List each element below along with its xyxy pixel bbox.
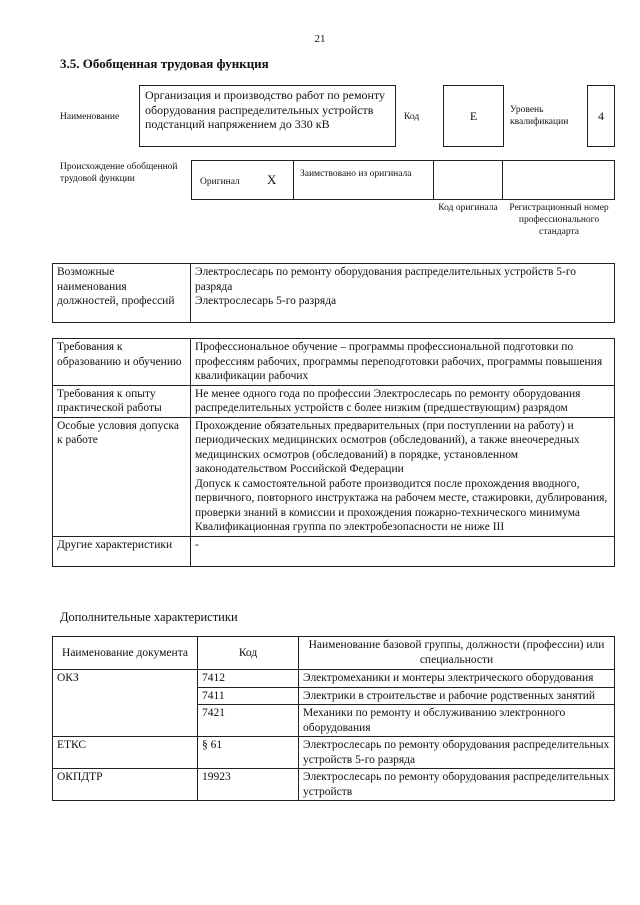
reg-number-caption: Регистрационный номер профессионального стандарта bbox=[509, 203, 609, 237]
table-row bbox=[53, 385, 615, 417]
divider bbox=[433, 161, 434, 199]
table-row bbox=[53, 417, 615, 536]
table-row bbox=[53, 670, 615, 688]
name-cell: Электромеханики и монтеры электрического оборудования bbox=[299, 670, 615, 688]
header-doc: Наименование документа bbox=[53, 637, 198, 670]
code-original-caption: Код оригинала bbox=[438, 203, 498, 213]
code-cell: 7421 bbox=[198, 705, 299, 737]
positions-table bbox=[52, 263, 615, 323]
level-value: 4 bbox=[587, 85, 615, 147]
requirement-value: Профессиональное обучение – программы профессиональной подготовки по профессиям рабочих, программы переподготовки рабочих, программы повышения квалификации рабочих bbox=[191, 339, 615, 386]
header-name: Наименование базовой группы, должности (профессии) или специальности bbox=[299, 637, 615, 670]
borrowed-label: Заимствовано из оригинала bbox=[300, 169, 412, 179]
code-cell: 7412 bbox=[198, 670, 299, 688]
code-value: E bbox=[443, 85, 504, 147]
requirements-table bbox=[52, 338, 615, 567]
additional-title: Дополнительные характеристики bbox=[60, 610, 238, 624]
doc-cell: ОКПДТР bbox=[53, 769, 198, 801]
requirement-label: Другие характеристики bbox=[53, 536, 191, 566]
code-label: Код bbox=[404, 112, 420, 122]
table-row bbox=[53, 339, 615, 386]
requirement-label: Особые условия допуска к работе bbox=[53, 417, 191, 536]
requirement-line: Квалификационная группа по электробезопасности не ниже III bbox=[195, 521, 505, 533]
additional-table bbox=[52, 636, 615, 801]
name-cell: Механики по ремонту и обслуживанию электронного оборудования bbox=[299, 705, 615, 737]
function-name: Организация и производство работ по ремонту оборудования распределительных устройств подстанций напряжением до 330 кВ bbox=[139, 85, 396, 147]
code-cell: 7411 bbox=[198, 687, 299, 705]
requirement-value bbox=[191, 417, 615, 536]
divider bbox=[293, 161, 294, 199]
doc-cell: ЕТКС bbox=[53, 737, 198, 769]
page-number: 21 bbox=[314, 33, 326, 45]
name-label: Наименование bbox=[60, 112, 120, 122]
divider bbox=[502, 161, 503, 199]
table-header-row bbox=[53, 637, 615, 670]
requirement-label: Требования к опыту практической работы bbox=[53, 385, 191, 417]
doc-cell: ОКЗ bbox=[53, 670, 198, 737]
origin-label: Происхождение обобщенной трудовой функции bbox=[60, 162, 178, 184]
level-label: Уровень квалификации bbox=[510, 105, 569, 127]
original-label: Оригинал bbox=[200, 177, 240, 187]
code-cell: 19923 bbox=[198, 769, 299, 801]
requirement-value: Не менее одного года по профессии Электрослесарь по ремонту оборудования распределительных устройств с более низким (предшествующим) разрядом bbox=[191, 385, 615, 417]
table-row bbox=[53, 737, 615, 769]
name-cell: Электрики в строительстве и рабочие родственных занятий bbox=[299, 687, 615, 705]
section-title: 3.5. Обобщенная трудовая функция bbox=[60, 56, 269, 71]
table-row bbox=[53, 769, 615, 801]
header-code: Код bbox=[198, 637, 299, 670]
position-line: Электрослесарь по ремонту оборудования распределительных устройств 5-го разряда bbox=[195, 266, 577, 293]
positions-value bbox=[191, 264, 615, 323]
position-line: Электрослесарь 5-го разряда bbox=[195, 295, 337, 307]
requirement-label: Требования к образованию и обучению bbox=[53, 339, 191, 386]
table-row bbox=[53, 536, 615, 566]
name-cell: Электрослесарь по ремонту оборудования распределительных устройств 5-го разряда bbox=[299, 737, 615, 769]
requirement-line: Допуск к самостоятельной работе производится после прохождения вводного, первичного, повторного инструктажа на рабочем месте, стажировки, дублирования, проверки знаний в комиссии и прохождения пожарно-технического минимума bbox=[195, 477, 608, 519]
requirement-value: - bbox=[191, 536, 615, 566]
name-cell: Электрослесарь по ремонту оборудования распределительных устройств bbox=[299, 769, 615, 801]
positions-label: Возможные наименования должностей, профессий bbox=[53, 264, 191, 323]
code-cell: § 61 bbox=[198, 737, 299, 769]
requirement-line: Прохождение обязательных предварительных (при поступлении на работу) и периодических медицинских осмотров (обследований), а также внеочередных медицинских осмотров (обследований) в порядке, установленном законодательством Российской Федерации bbox=[195, 419, 580, 475]
origin-row bbox=[191, 160, 615, 200]
original-mark: X bbox=[267, 172, 277, 187]
